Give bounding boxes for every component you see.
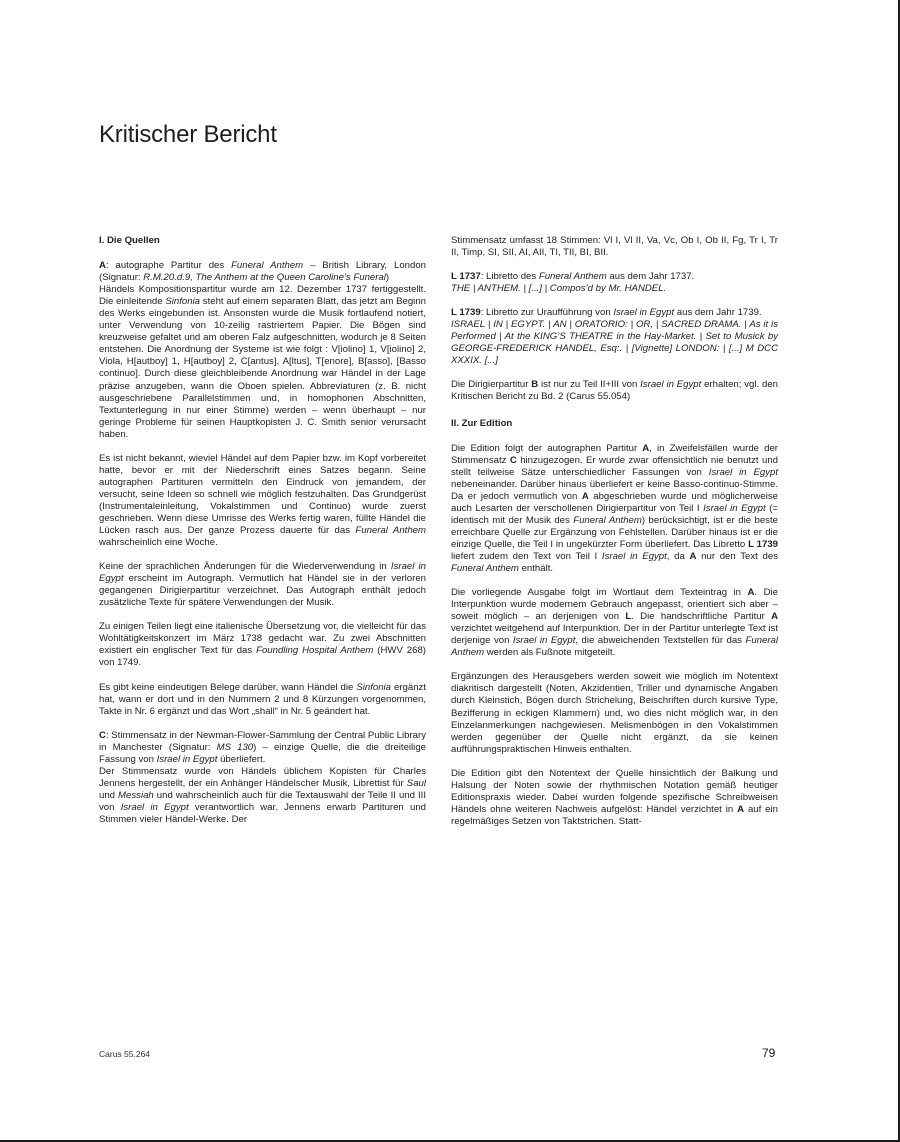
edition-paragraph: Die vorliegende Ausgabe folgt im Wortlaut dem Texteintrag in A. Die Interpunktion wurde modernem Gebrauch angepasst, orientiert sich aber – soweit möglich – an derjenigen von L. Die handschriftliche Partitur A verzichtet weitgehend auf Interpunktion. Der in der Partitur unterlegte Text ist derjenige von Israel in Egypt, die abweichenden Textstellen für das Funeral Anthem werden als Fußnote mitgeteilt. xyxy=(451,587,778,659)
sources-continued-paragraph: Stimmensatz umfasst 18 Stimmen: Vl I, Vl II, Va, Vc, Ob I, Ob II, Fg, Tr I, Tr II, Timp, SI, SII, AI, AII, TI, TII, BI, BII. xyxy=(451,235,778,259)
sources-paragraph: Keine der sprachlichen Änderungen für die Wiederverwendung in Israel in Egypt erscheint im Autograph. Vermutlich hat Händel sie in der verloren gegangenen Dirigierpartitur verzeichnet. Das Autograph enthält jedoch zusätzliche Texte für spätere Verwendungen der Musik. xyxy=(99,561,426,609)
sources-continued-paragraph: L 1737: Libretto des Funeral Anthem aus dem Jahr 1737. THE | ANTHEM. | [...] | Compos’d by Mr. HANDEL. xyxy=(451,271,695,295)
page-number: 79 xyxy=(762,1046,776,1060)
sources-paragraph: A: autographe Partitur des Funeral Anthem – British Library, London (Signatur: R.M.20.d.9, The Anthem at the Queen Caroline’s Funeral) xyxy=(99,260,426,284)
sources-paragraph: Es gibt keine eindeutigen Belege darüber, wann Händel die Sinfonia ergänzt hat, wann er dort und in den Nummern 2 und 8 Kürzungen vorgenommen, Takte in Nr. 6 ergänzt und das Wort „shall“ in Nr. 5 geändert hat. xyxy=(99,681,426,717)
sources-continued-paragraph: L 1739: Libretto zur Uraufführung von Israel in Egypt aus dem Jahr 1739. ISRAEL | IN | EGYPT. | AN | ORATORIO: | OR, | SACRED DRAMA. | As it is Performed | At the KING’S THEATRE in the Hay-Market. | Set to Musick by GEORGE-FREDERICK HANDEL, Esq:. | [Vignette] LONDON: | [...] M DCC XXXIX. [...] xyxy=(451,307,778,367)
footer-catalog-number: Carus 55.264 xyxy=(99,1049,151,1059)
sources-continued-paragraph: Die Dirigierpartitur B ist nur zu Teil II+III von Israel in Egypt erhalten; vgl. den Kritischen Bericht zu Bd. 2 (Carus 55.054) xyxy=(451,379,779,403)
edition-paragraph: Die Edition gibt den Notentext der Quelle hinsichtlich der Balkung und Halsung der Noten sowie der rhythmischen Notation gemäß heutiger Editionspraxis wieder. Dabei wurden folgende spezifische Schreibweisen Händels ohne weiteren Nachweis aufgelöst: Händel verzichtet in A auf ein regelmäßiges Setzen von Taktstrichen. Statt- xyxy=(451,767,778,827)
right-paragraphs-edition xyxy=(451,443,778,828)
sources-paragraph: Es ist nicht bekannt, wieviel Händel auf dem Papier bzw. im Kopf vorbereitet hatte, bevor er mit der Niederschrift eines Satzes begann. Seine autographen Partituren vermitteln den Eindruck von jemandem, der versucht, seine Ideen so schnell wie möglich festzuhalten. Das Grundgerüst (Instrumentaleinleitung, Vokalstimmen und Continuo) wurde zuerst geschrieben. Wenn diese Umrisse des Werks fertig waren, füllte Händel die Lücken rasch aus. Der ganze Prozess dauerte für das Funeral Anthem wahrscheinlich eine Woche. xyxy=(99,452,426,549)
section-heading-edition: II. Zur Edition xyxy=(451,417,513,429)
sources-paragraph: Händels Kompositionspartitur wurde am 12. Dezember 1737 fertiggestellt. Die einleitende Sinfonia steht auf einem separaten Blatt, das jetzt am Beginn des Werks eingebunden ist. Ansonsten wurde die Musik fortlaufend notiert, unter Verwendung von 10-zeilig rastriertem Papier. Die Bögen sind kreuzweise gefaltet und am oberen Falz aufgeschnitten, wodurch je 8 Seiten entstehen. Die Anordnung der Systeme ist wie folgt : V[iolino] 1, V[iolino] 2, Viola, H[autboy] 1, H[autboy] 2, C[antus], A[ltus], T[enore], B[asso], [Basso continuo]. Durch diese gleichbleibende Anordnung war Händel in der Lage präzise anzugeben, wann die Oboen spielen. Abbreviaturen (z. B. nicht ausgeschriebene Parallelstimmen und, in homophonen Abschnitten, Textunterlegung in nur einer Stimme) werden – wenn überhaupt – nur geringe Probleme für seinen Hauptkopisten J. C. Smith senior verursacht haben. xyxy=(99,284,426,440)
edition-paragraph: Die Edition folgt der autographen Partitur A, in Zweifelsfällen wurde der Stimmensatz C hinzugezogen. Er wurde zwar offensichtlich nie benutzt und stellt teilweise Sätze unterschiedlicher Fassungen von Israel in Egypt nebeneinander. Darüber hinaus überliefert er keine Basso-continuo-Stimme. Da er jedoch vermutlich von A abgeschrieben wurde und möglicherweise auch Lesarten der verschollenen Dirigierpartitur von Teil I Israel in Egypt (= identisch mit der Musik des Funeral Anthem) berücksichtigt, ist er die beste erreichbare Quelle zur Ergänzung von Fehlstellen. Darüber hinaus ist er die einzige Quelle, die Teil I in ungekürzter Form überliefert. Das Libretto L 1739 liefert zudem den Text von Teil I Israel in Egypt, da A nur den Text des Funeral Anthem enthält. xyxy=(451,442,779,575)
sources-paragraph: Zu einigen Teilen liegt eine italienische Übersetzung vor, die vielleicht für das Wohltätigkeitskonzert im März 1738 gedacht war. Zu zwei Abschnitten existiert ein englischer Text für das Foundling Hospital Anthem (HWV 268) von 1749. xyxy=(99,621,426,669)
right-column xyxy=(451,235,778,840)
sources-paragraph: Der Stimmensatz wurde von Händels üblichem Kopisten für Charles Jennens hergestellt, der ein Anhänger Händelscher Musik, Librettist für Saul und Messiah und wahrscheinlich auch für die Textauswahl der Teile II und III von Israel in Egypt verantwortlich war. Jennens erwarb Partituren und Stimmen vieler Händel-Werke. Der xyxy=(99,765,427,825)
sources-paragraph: C: Stimmensatz in der Newman-Flower-Sammlung der Central Public Library in Manchester (Signatur: MS 130) – einzige Quelle, die die dreiteilige Fassung von Israel in Egypt überliefert. xyxy=(99,729,426,765)
edition-paragraph: Ergänzungen des Herausgebers werden soweit wie möglich im Notentext diakritisch dargestellt (Noten, Akzidentien, Triller und dynamische Angaben durch Kleinstich, Bögen durch Strichelung, Beischriften durch kursive Type, Bezifferung in eckigen Klammern) und, wo dies nicht möglich war, in den Einzelanmerkungen nachgewiesen. Melismenbögen in den Vokalstimmen werden gegenüber der Quelle nicht ergänzt, da sie keinen aufführungspraktischen Hinweis enthalten. xyxy=(451,671,778,755)
page-title: Kritischer Bericht xyxy=(99,121,277,148)
left-column xyxy=(99,235,426,838)
left-paragraphs xyxy=(99,260,426,826)
right-paragraphs-sources xyxy=(451,235,778,404)
section-heading-sources: I. Die Quellen xyxy=(99,235,160,246)
